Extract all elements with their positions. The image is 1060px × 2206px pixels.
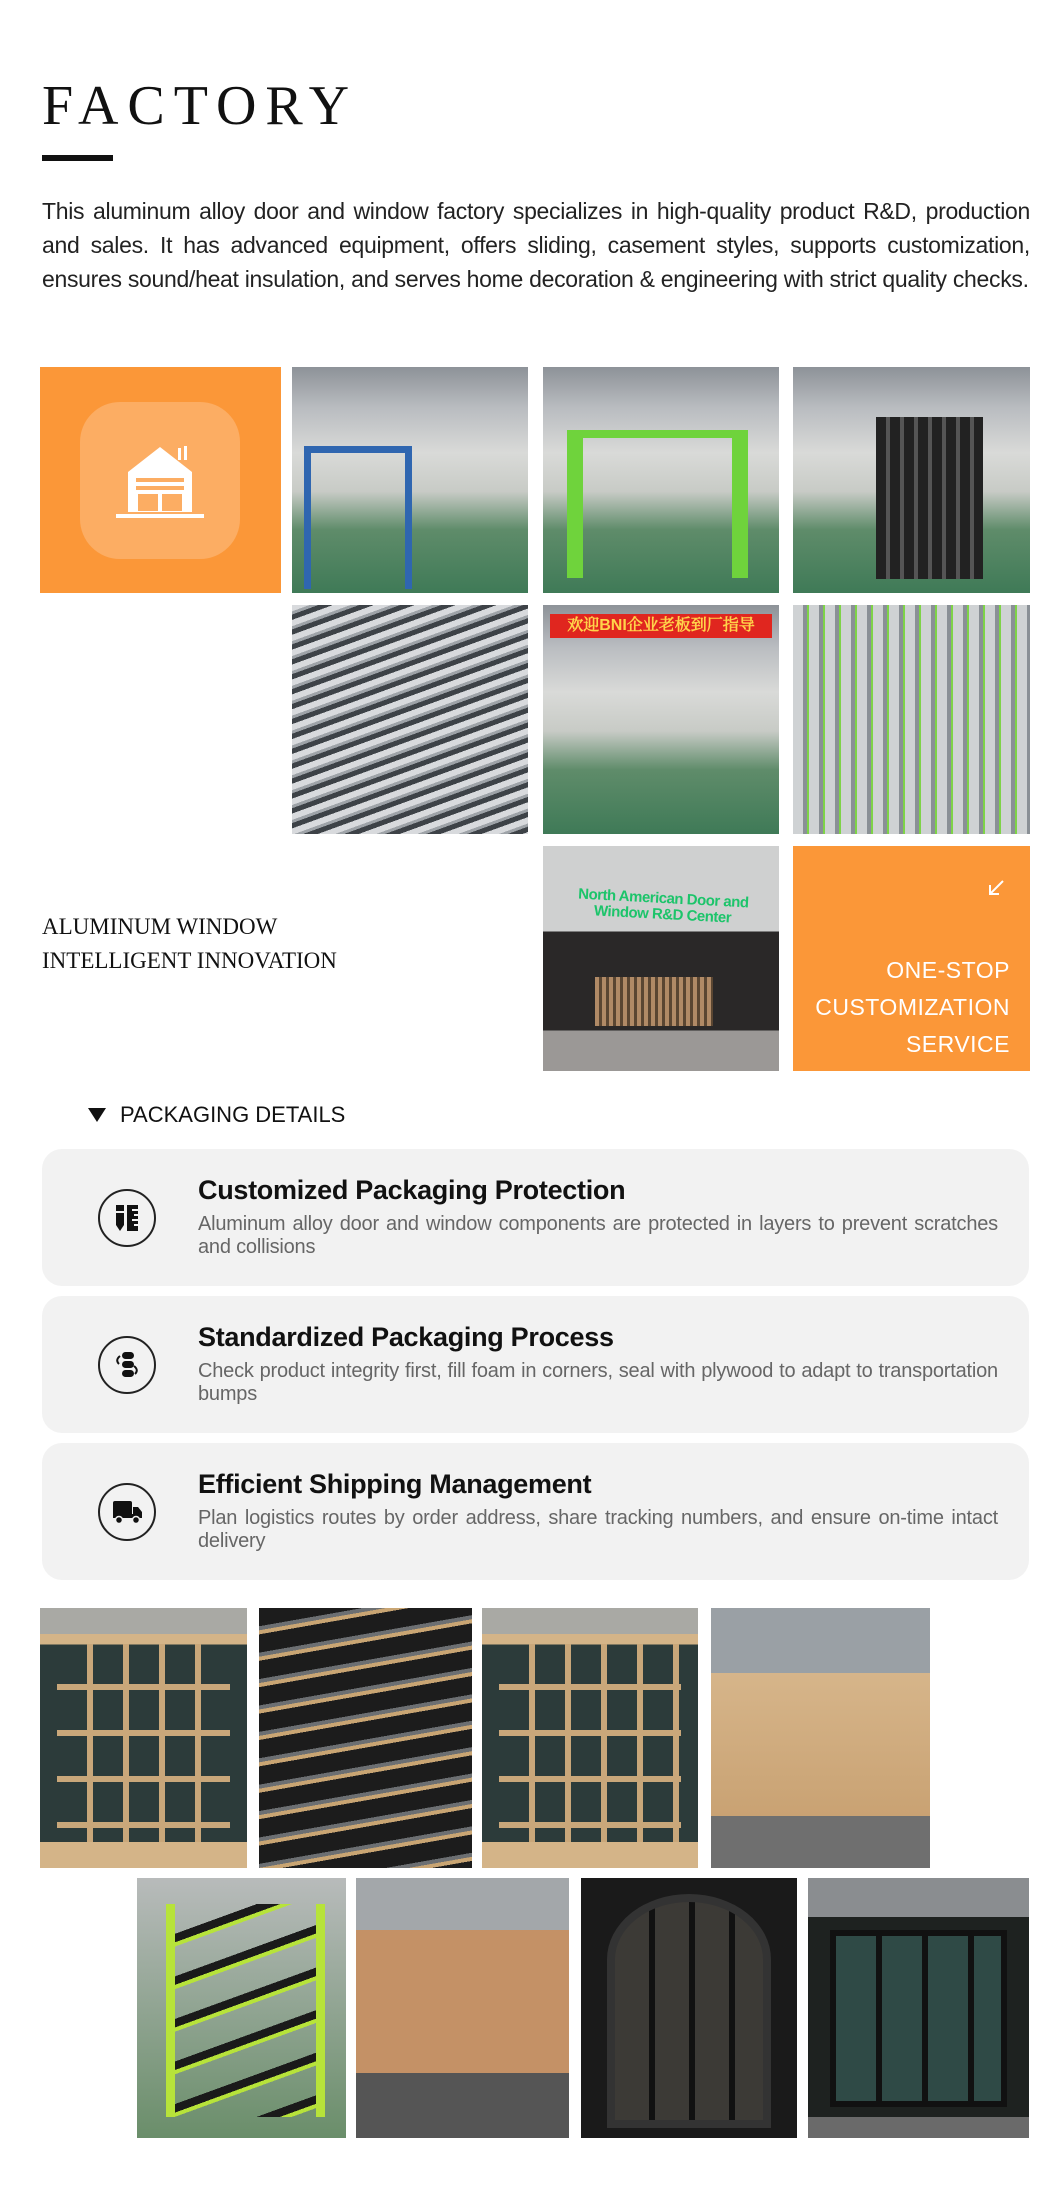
packaging-photo bbox=[137, 1878, 346, 2138]
card-title: Efficient Shipping Management bbox=[198, 1469, 592, 1499]
packaging-card bbox=[42, 1443, 1029, 1580]
intro-paragraph: This aluminum alloy door and window factory specializes in high-quality product R&D, production and sales. It has advanced equipment, offers sliding, casement styles, supports customization, ensures sound/heat insulation, and serves home decoration & engineering with strict quality checks. bbox=[42, 198, 1030, 292]
factory-photo bbox=[793, 605, 1030, 834]
welcome-banner: 欢迎BNI企业老板到厂指导 bbox=[550, 614, 772, 638]
card-title: Customized Packaging Protection bbox=[198, 1175, 626, 1205]
truck-icon bbox=[98, 1483, 156, 1541]
factory-photo bbox=[292, 367, 528, 593]
factory-photo bbox=[543, 367, 779, 593]
card-description: Aluminum alloy door and window components are protected in layers to prevent scratches and collisions bbox=[198, 1213, 998, 1258]
factory-icon-background bbox=[80, 402, 240, 559]
rd-center-sign: North American Door and Window R&D Center bbox=[578, 885, 750, 927]
packaging-photo bbox=[808, 1878, 1029, 2138]
packaging-heading bbox=[88, 1102, 345, 1128]
packaging-photo bbox=[356, 1878, 569, 2138]
aluminum-profiles-photo bbox=[292, 605, 528, 834]
card-description: Check product integrity first, fill foam in corners, seal with plywood to adapt to transportation bumps bbox=[198, 1360, 998, 1405]
card-title: Standardized Packaging Process bbox=[198, 1322, 614, 1352]
packaging-heading-label: PACKAGING DETAILS bbox=[120, 1102, 346, 1127]
slogan bbox=[42, 910, 337, 978]
packaging-photo bbox=[711, 1608, 930, 1868]
arrow-down-left-icon bbox=[986, 878, 1006, 898]
service-line: ONE-STOP bbox=[886, 957, 1010, 983]
service-line: CUSTOMIZATION bbox=[815, 994, 1010, 1020]
triangle-down-icon bbox=[88, 1108, 106, 1122]
service-line: SERVICE bbox=[905, 1031, 1010, 1057]
title-underline bbox=[42, 155, 113, 161]
packaging-card bbox=[42, 1149, 1029, 1286]
rd-center-photo bbox=[543, 846, 779, 1071]
factory-hall-photo bbox=[543, 605, 779, 834]
packaging-photo bbox=[259, 1608, 472, 1868]
process-cycle-icon bbox=[98, 1336, 156, 1394]
factory-photo bbox=[793, 367, 1030, 593]
one-stop-service-tile bbox=[793, 846, 1030, 1071]
packaging-photo bbox=[482, 1608, 698, 1868]
page-title: FACTORY bbox=[42, 75, 359, 137]
slogan-line: INTELLIGENT INNOVATION bbox=[42, 948, 337, 973]
factory-icon bbox=[80, 402, 240, 559]
card-description: Plan logistics routes by order address, share tracking numbers, and ensure on-time intact delivery bbox=[198, 1507, 998, 1552]
packaging-card bbox=[42, 1296, 1029, 1433]
packaging-photo bbox=[581, 1878, 797, 2138]
pencil-ruler-icon bbox=[98, 1189, 156, 1247]
packaging-photo bbox=[40, 1608, 247, 1868]
slogan-line: ALUMINUM WINDOW bbox=[42, 914, 278, 939]
